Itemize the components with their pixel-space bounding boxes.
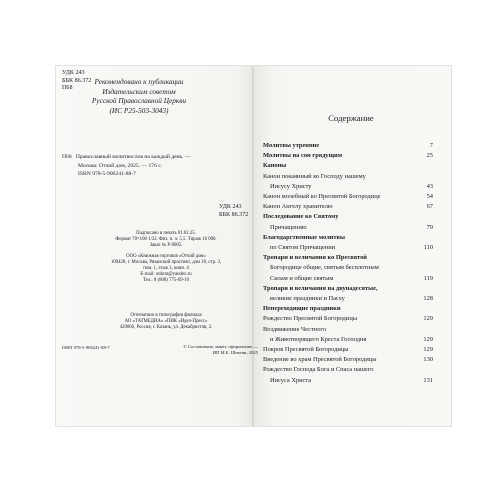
toc-entry-title: Иисусу Христу — [270, 182, 312, 190]
bbk-line: ББК 86.372 — [62, 77, 92, 84]
toc-entry — [263, 253, 433, 263]
toc-entry-page: 131 — [423, 376, 433, 384]
toc-entry — [263, 304, 433, 314]
imprint-line: Заказ № Р-0005. — [149, 243, 183, 249]
toc-entry-title: Рождество Господа Бога и Спаса нашего — [263, 366, 374, 374]
isbn: ISBN 978-5-906241-88-7 — [78, 171, 136, 178]
toc-entry — [263, 141, 433, 151]
toc-entry-title: Причащению — [270, 223, 307, 231]
toc-entry — [263, 355, 433, 365]
toc-entry-title: Тропари и величания на двунадесятые, — [263, 284, 378, 292]
toc-entry — [263, 233, 433, 243]
biblio-title: Православный молитвослов на каждый день. — — [75, 154, 191, 160]
toc-entry-title: Последование ко Святому — [263, 213, 339, 221]
toc-entry — [263, 284, 433, 294]
toc-entry — [263, 192, 433, 202]
toc-entry — [263, 325, 433, 335]
toc-entry — [263, 345, 433, 355]
udc-line: УДК 243 — [219, 204, 242, 210]
toc-entry-page: 129 — [423, 335, 433, 343]
udc-line: УДК 243 — [62, 70, 85, 76]
imprint-line: E-mail: otdom@yandex.ru — [140, 272, 192, 278]
toc-entry-page: 25 — [426, 152, 433, 160]
printing-line: 420066, Россия, г. Казань, ул. Декабристов, 2. — [119, 325, 213, 331]
toc-entry-page: 110 — [423, 244, 433, 252]
toc-entry — [263, 223, 433, 233]
copyright-block — [168, 344, 258, 356]
toc-entry-page: 79 — [426, 223, 433, 231]
toc-entry-title: Тропари и величания ко Пресвятой — [263, 254, 367, 262]
toc-entry-title: Введение во храм Пресвятой Богородицы — [263, 356, 377, 364]
toc-entry — [263, 202, 433, 212]
bibliographic-record — [62, 153, 252, 179]
printing-line: АО «ТАТМЕДИА» «ПИК «Идел-Пресс» — [124, 319, 208, 325]
toc-entry — [263, 172, 433, 182]
imprint-line: пом. 1, этаж 3, комн. 4 — [143, 266, 189, 272]
toc-entry — [263, 335, 433, 345]
toc-entry-title: Молитвы утренние — [263, 142, 320, 149]
toc-entry — [263, 182, 433, 192]
toc-entry-title: Богородице общие, святым бесплотным — [270, 264, 379, 272]
recommendation-line: Издательским советом — [102, 86, 176, 96]
toc-entry-title: Канон покаянный ко Господу нашему — [263, 172, 366, 180]
toc-entry-title: великие праздники и Пасху — [270, 295, 345, 303]
toc-entry-page: 7 — [429, 142, 433, 149]
toc-entry-title: Силам и общие святым — [270, 274, 334, 282]
toc-entry-page: 129 — [423, 315, 433, 323]
toc-entry-page: 67 — [426, 203, 433, 211]
toc-entry-title: по Святом Причащении — [270, 244, 336, 252]
toc-entry — [263, 212, 433, 222]
imprint-line: 109428, г. Москва, Рязанский проспект, дом 16, стр. 3, — [110, 259, 222, 265]
toc-entry — [263, 314, 433, 324]
imprint-line: ООО «Книжная торговля «Отчий дом» — [126, 253, 206, 259]
toc-entry-title: Иисуса Христа — [270, 376, 312, 384]
toc-entry-title: Молитвы на сон грядущим — [263, 152, 343, 160]
publication-recommendation — [80, 77, 198, 115]
toc-entry-title: Покров Пресвятой Богородицы — [263, 346, 349, 354]
toc-entry-title: Непереходящие праздники — [263, 305, 341, 313]
toc-entry-page: 129 — [423, 346, 433, 354]
toc-entry-page: 119 — [423, 274, 433, 282]
toc-entry-title: Воздвижение Честного — [263, 325, 327, 333]
bbk-line: ББК 86.372 — [219, 211, 249, 218]
toc-entry — [263, 151, 433, 161]
recommendation-line: Русской Православной Церкви — [91, 96, 187, 106]
table-of-contents — [263, 141, 433, 386]
isbn-bottom: ISBN 978-5-906241-88-7 — [62, 345, 110, 350]
toc-entry-page: 54 — [426, 193, 433, 201]
toc-entry — [263, 376, 433, 386]
toc-entry-title: Канон Ангелу хранителю — [263, 203, 333, 211]
printing-line: Отпечатано в типографии филиала — [130, 313, 202, 318]
toc-entry-page: 43 — [426, 182, 433, 190]
toc-entry — [263, 161, 433, 171]
imprint-line: Тел.: 8 (800) 775-09-10 — [142, 278, 190, 284]
toc-entry-page: 130 — [423, 356, 433, 364]
toc-entry — [263, 274, 433, 284]
udc-block-secondary — [219, 204, 248, 219]
copyright-line: © Составление, макет, оформление — — [183, 344, 258, 349]
imprint-line: Формат 70×100 1/32. Физ. п. л. 5,5. Тираж 10 000. — [115, 237, 217, 243]
toc-entry-title: Канон молебный ко Пресвятой Богородице — [263, 193, 381, 201]
toc-entry — [263, 365, 433, 375]
printing-house-block — [80, 313, 252, 332]
biblio-publisher: Москва: Отчий дом, 2025. — 176 с. — [78, 162, 163, 169]
toc-entry — [263, 294, 433, 304]
toc-entry-title: Каноны — [263, 162, 287, 170]
p68-code: П68 — [62, 154, 72, 160]
toc-entry-title: и Животворящего Креста Господня — [270, 335, 367, 343]
toc-entry-page: 128 — [423, 295, 433, 303]
p68-line: П68 — [62, 85, 73, 92]
imprint-line: Подписано в печать 01.02.25. — [136, 231, 196, 236]
recommendation-line: Рекомендовано к публикации — [94, 77, 184, 86]
toc-title: Содержание — [328, 113, 374, 123]
toc-entry-title: Благодарственные молитвы — [263, 233, 345, 241]
imprint-block — [80, 231, 252, 285]
toc-entry — [263, 263, 433, 273]
toc-entry — [263, 243, 433, 253]
toc-entry-title: Рождество Пресвятой Богородицы — [263, 315, 358, 323]
copyright-line: ИП М.Е. Шевгин, 2025 — [212, 350, 258, 355]
recommendation-line: (ИС Р25-503-3043) — [109, 105, 169, 115]
